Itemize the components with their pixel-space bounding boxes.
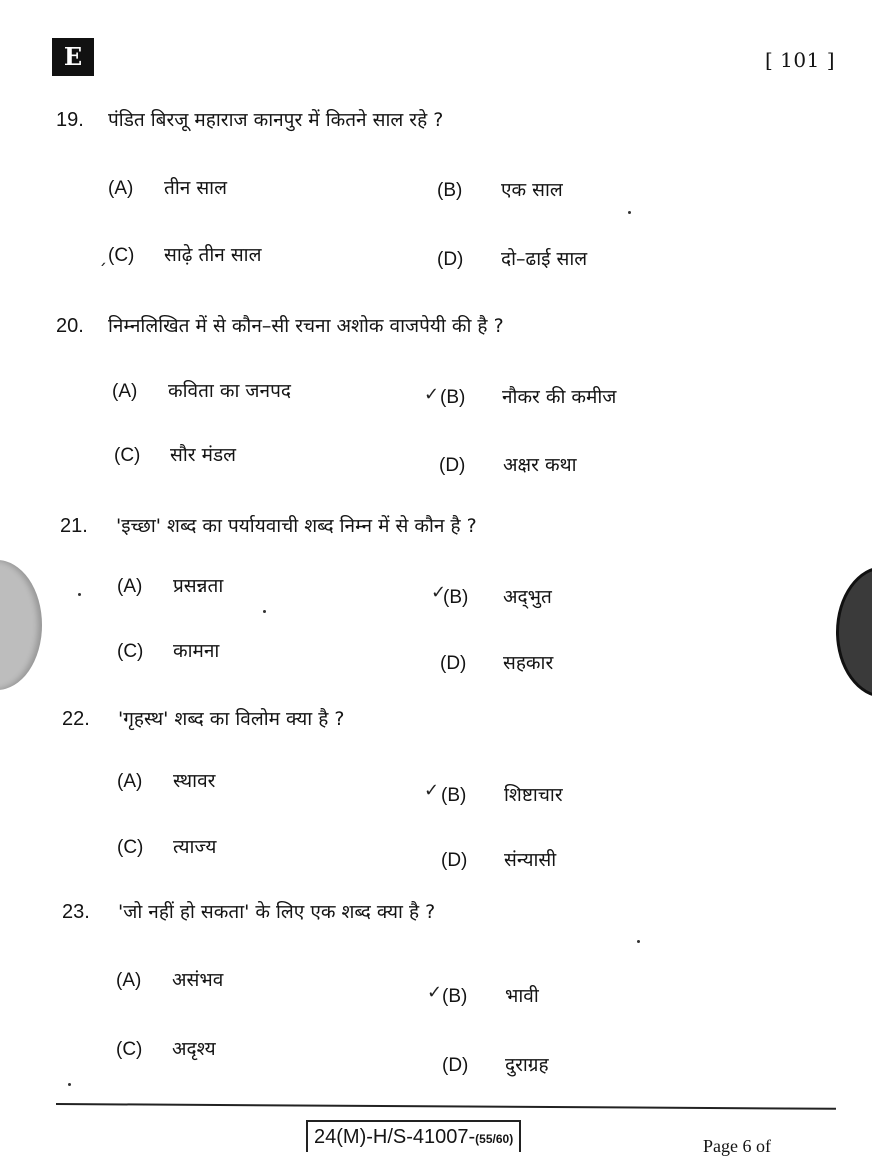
tick-mark-icon: ✓ — [427, 982, 443, 1003]
option-b[interactable] — [441, 781, 563, 807]
option-text: एक साल — [501, 179, 563, 201]
ink-speck — [78, 593, 81, 596]
option-text: अद्‌भुत — [503, 586, 552, 608]
option-d[interactable] — [439, 451, 577, 477]
option-a[interactable] — [117, 572, 223, 598]
option-d[interactable] — [441, 846, 556, 872]
option-a[interactable] — [108, 174, 227, 200]
booklet-serial: (55/60) — [475, 1132, 514, 1146]
question-number: 19. — [56, 109, 84, 131]
option-text: भावी — [505, 985, 539, 1007]
option-d[interactable] — [437, 245, 587, 271]
punch-hole-right — [836, 566, 872, 698]
option-c[interactable] — [116, 1035, 216, 1061]
page-number: Page 6 of — [703, 1136, 771, 1156]
option-text: अक्षर कथा — [503, 454, 577, 476]
option-c[interactable] — [117, 637, 219, 663]
question-number: 20. — [56, 315, 84, 337]
option-text: संन्यासी — [504, 849, 557, 871]
question-text-row — [62, 705, 344, 731]
booklet-code-text: 24(M)-H/S-41007- — [314, 1126, 476, 1148]
option-text: सहकार — [503, 652, 554, 674]
section-badge: E — [52, 38, 94, 76]
option-b[interactable] — [440, 383, 616, 409]
booklet-code — [306, 1120, 521, 1152]
option-label: (B) — [442, 986, 468, 1007]
option-label: (C) — [116, 1039, 143, 1060]
tick-mark-icon: ✓ — [431, 582, 447, 603]
option-a[interactable] — [116, 966, 223, 992]
option-b[interactable] — [443, 583, 552, 609]
question-number: 21. — [60, 515, 88, 537]
option-label: (C) — [114, 445, 141, 466]
option-text: शिष्टाचार — [504, 784, 563, 806]
option-text: असंभव — [172, 969, 224, 991]
option-c[interactable] — [114, 441, 236, 467]
option-text: तीन साल — [164, 177, 227, 199]
option-text: अदृश्य — [172, 1038, 216, 1060]
question-text: 'गृहस्थ' शब्द का विलोम क्या है ? — [118, 708, 345, 730]
option-label: (B) — [443, 587, 469, 608]
option-text: दो–ढाई साल — [501, 248, 588, 270]
option-text: प्रसन्नता — [173, 575, 224, 597]
question-number: 23. — [62, 901, 90, 923]
ink-speck — [637, 940, 640, 943]
option-c[interactable] — [117, 833, 216, 859]
tick-mark-icon: ✓ — [424, 384, 440, 405]
ink-speck — [68, 1083, 71, 1086]
option-label: (D) — [440, 653, 467, 674]
question-text-row — [56, 312, 504, 338]
option-label: (A) — [112, 381, 138, 402]
option-text: नौकर की कमीज — [502, 386, 617, 408]
option-text: कविता का जनपद — [168, 380, 291, 402]
question-number: 22. — [62, 708, 90, 730]
option-label: (C) — [108, 245, 135, 266]
question-text: निम्नलिखित में से कौन–सी रचना अशोक वाजपेयी की है ? — [108, 315, 504, 337]
option-label: (D) — [441, 850, 468, 871]
ink-speck — [628, 211, 631, 214]
ink-speck — [263, 610, 266, 613]
question-text: 'इच्छा' शब्द का पर्यायवाची शब्द निम्न में से कौन है ? — [116, 515, 477, 537]
tick-mark-icon: ˏ — [98, 246, 107, 267]
question-text-row — [56, 106, 443, 132]
option-label: (C) — [117, 837, 144, 858]
option-a[interactable] — [117, 767, 215, 793]
option-label: (B) — [437, 180, 463, 201]
option-text: त्याज्य — [173, 836, 217, 858]
question-text: पंडित बिरजू महाराज कानपुर में कितने साल रहे ? — [108, 109, 444, 131]
paper-code: [ 101 ] — [765, 48, 835, 72]
option-label: (D) — [437, 249, 464, 270]
question-text-row — [60, 512, 477, 538]
option-text: स्थावर — [173, 770, 216, 792]
option-text: कामना — [173, 640, 220, 662]
tick-mark-icon: ✓ — [424, 780, 440, 801]
option-text: सौर मंडल — [170, 444, 236, 466]
option-c[interactable] — [108, 241, 261, 267]
option-label: (B) — [441, 785, 467, 806]
option-d[interactable] — [440, 649, 553, 675]
option-label: (A) — [117, 576, 143, 597]
option-label: (C) — [117, 641, 144, 662]
option-label: (D) — [439, 455, 466, 476]
option-label: (D) — [442, 1055, 469, 1076]
option-b[interactable] — [442, 982, 539, 1008]
footer-rule — [56, 1103, 836, 1110]
option-a[interactable] — [112, 377, 291, 403]
option-label: (A) — [108, 178, 134, 199]
option-label: (A) — [116, 970, 142, 991]
question-text: 'जो नहीं हो सकता' के लिए एक शब्द क्या है ? — [118, 901, 436, 923]
question-text-row — [62, 898, 435, 924]
option-text: दुराग्रह — [505, 1054, 549, 1076]
option-d[interactable] — [442, 1051, 549, 1077]
punch-hole-left — [0, 560, 42, 690]
option-label: (A) — [117, 771, 143, 792]
option-b[interactable] — [437, 176, 563, 202]
option-text: साढ़े तीन साल — [164, 244, 262, 266]
option-label: (B) — [440, 387, 466, 408]
